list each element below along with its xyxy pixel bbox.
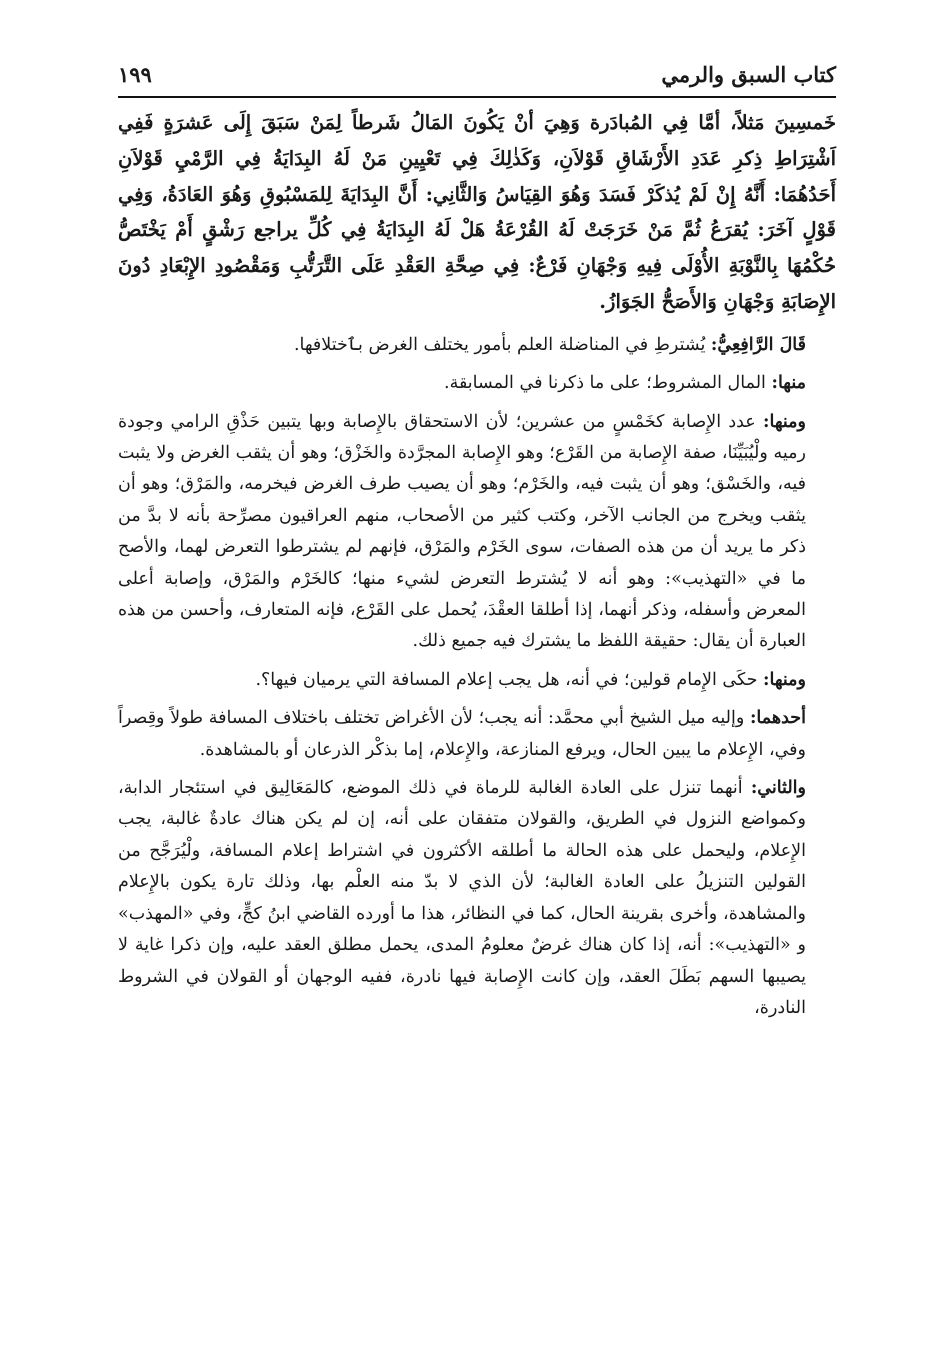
paragraph-lead: منها: (771, 373, 806, 394)
running-header (118, 52, 836, 96)
paragraph-lead: ومنها: (763, 669, 806, 690)
matn-text: خَمسِينَ مَثلاً، أمَّا فِي المُبادَرة وَهِيَ أنْ يَكُونَ المَالُ شَرطاً لِمَنْ سَبَقَ إِلَى عَشرَةٍ فَفِي اَشْتِرَاطِ ذِكرِ عَدَدِ الأَرْشَاقِ قَوْلاَنِ، وَكَذٰلِكَ فِي تَعْيِينِ مَنْ لَهُ البِدَايَةُ فِي الرَّمْيِ قَوْلاَنِ أَحَدُهُمَا: أَنَّهُ إِنْ لَمْ يُذكَرْ فَسَدَ وَهُوَ القِيَاسُ وَالثَّانِي: أَنَّ البِدَايَةَ لِلمَسْبُوقِ وَهُوَ العَادَةُ، وَفِي قَوْلٍ آخَرَ: يُقرَعُ ثُمَّ مَنْ خَرَجَتْ لَهُ القُرْعَةُ هَلْ لَهُ البِدَايَةُ فِي كُلِّ يراجع رَشْقٍ أَمْ يَخْتَصُّ حُكْمُهَا بِالنَّوْبَةِ الأُوْلَى فِيهِ وَجْهَانِ فَرْعٌ: فِي صِحَّةِ العَقْدِ عَلَى التَّرَتُّبِ وَمَقْصُودِ الإِبْعَادِ دُونَ الإِصَابَةِ وَجْهَانِ وَالأَصَحُّ الجَوَازُ. (118, 111, 836, 313)
header-rule (118, 96, 836, 98)
sharh-paragraph (118, 407, 836, 658)
paragraph-lead: والثاني: (750, 778, 806, 799)
paragraph-lead: ومنها: (763, 411, 806, 432)
page-body (118, 105, 836, 1031)
paragraph-lead: قَالَ الرَّافِعِيُّ: (710, 334, 806, 355)
paragraph-text: المال المشروط؛ على ما ذكرنا في المسابقة. (444, 373, 766, 394)
paragraph-text: حكَى الإِمام قولين؛ في أنه، هل يجب إعلام المسافة التي يرميان فيها؟. (255, 669, 758, 690)
sharh-paragraph (118, 703, 836, 766)
paragraph-lead: أحدهما: (749, 708, 806, 729)
sharh-paragraph (118, 368, 836, 399)
book-title: كتاب السبق والرمي (661, 61, 836, 87)
paragraph-text: وإليه ميل الشيخ أبي محمَّد: أنه يجب؛ لأن الأغراض تختلف باختلاف المسافة طولاً وقِصراً وفي، الإِعلام ما يبين الحال، ويرفع المنازعة، والإِعلام، إما بذكْر الذرعان أو بالمشاهدة. (118, 708, 806, 760)
sharh-paragraph (118, 330, 836, 361)
matn-paragraph (118, 105, 836, 320)
paragraph-text: يُشترطِ في المناضلة العلم بأمور يختلف الغرض بٱختلافها. (293, 334, 706, 355)
sharh-paragraph (118, 773, 836, 1024)
page-number: ١٩٩ (118, 61, 152, 87)
paragraph-text: عدد الإِصابة كخَمْسٍ من عشرين؛ لأن الاستحقاق بالإِصابة وبها يتبين حَذْقِ الرامي وجودة رميه ولْيُبَيِّنَا، صفة الإِصابة من القَرْع؛ وهو الإِصابة المجرَّدة والخَزْق؛ وهو أن يثقب الغرض ولا يثبت فيه، والخَسْق؛ وهو أن يثبت فيه، والخَرْم؛ وهو أن يصيب طرف الغرض فيخرمه، والمَرْق؛ وهو أن يثقب ويخرج من الجانب الآخر، وكتب كثير من الأصحاب، منهم العراقيون مصرِّحة بأنه لا بدَّ من ذكر ما يريد أن من هذه الصفات، سوى الخَرْم والمَرْق، فإنهم لم يشترطوا التعرض لهما، والأصح ما في «التهذيب»: وهو أنه لا يُشترط التعرض لشيء منها؛ كالخَرْم والمَرْق، وإصابة أعلى المعرض وأسفله، وذكر أنهما، إذا أطلقا العقْدَ، يُحمل على القَرْع، فإنه المتعارف، وأحسن من هذه العبارة أن يقال: حقيقة اللفظ ما يشترك فيه جميع ذلك. (118, 411, 806, 652)
paragraph-text: أنهما تنزل على العادة الغالبة للرماة في ذلك الموضع، كالمَعَالِيق في استئجار الدابة، وكمواضع النزول في الطريق، والقولان متفقان على أنه، إن لم يكن هناك عادةٌ غالبة، يجب الإِعلام، وليحمل على هذه الحالة ما أطلقه الأكثرون في اشتراط إعلام المسافة، ولْيُرَجَّح من القولين التنزيلُ على العادة الغالبة؛ لأن الذي لا بدّ منه العلْم بها، وذلك تارة يكون بالإِعلام والمشاهدة، وأخرى بقرينة الحال، كما في النظائر، هذا ما أورده القاضي ابنُ كجٍّ، وفي «المهذب» و «التهذيب»: أنه، إذا كان هناك غرضٌ معلومُ المدى، يحمل مطلق العقد عليه، وإن ذكرا غاية لا يصيبها السهم بَطَلَ العقد، وإن كانت الإِصابة فيها نادرة، ففيه الوجهان أو القولان في الشروط النادرة، (118, 778, 806, 1018)
sharh-paragraph (118, 665, 836, 696)
